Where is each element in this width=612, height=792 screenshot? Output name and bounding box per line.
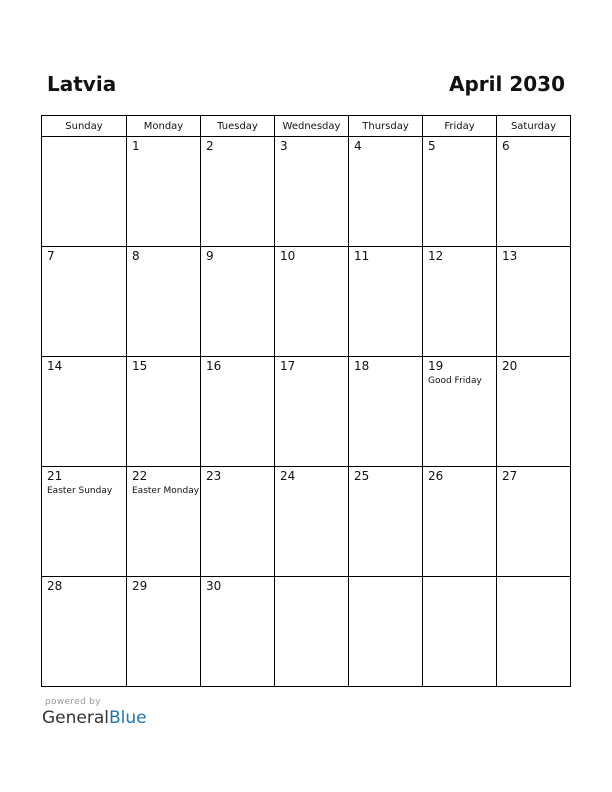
- day-number: 7: [47, 249, 55, 263]
- day-number: 15: [132, 359, 148, 373]
- day-number: 17: [280, 359, 296, 373]
- day-cell: [349, 137, 423, 247]
- day-cell: [127, 137, 201, 247]
- day-cell: [349, 467, 423, 577]
- day-cell: [42, 247, 127, 357]
- day-number: 30: [206, 579, 222, 593]
- day-number: 16: [206, 359, 222, 373]
- day-cell: [201, 137, 275, 247]
- day-number: 19: [428, 359, 444, 373]
- day-cell: [201, 467, 275, 577]
- day-number: 8: [132, 249, 140, 263]
- calendar-grid: [41, 115, 571, 687]
- day-number: 14: [47, 359, 63, 373]
- day-cell: [127, 467, 201, 577]
- empty-day-cell: [423, 577, 497, 687]
- brand-logo: [42, 708, 147, 728]
- empty-day-cell: [349, 577, 423, 687]
- day-cell: [275, 137, 349, 247]
- holiday-label: Good Friday: [428, 376, 482, 386]
- holiday-label: Easter Sunday: [47, 486, 113, 496]
- weekday-tuesday: Tuesday: [201, 116, 275, 137]
- empty-day-cell: [42, 137, 127, 247]
- day-number: 29: [132, 579, 148, 593]
- week-row: [42, 577, 571, 687]
- day-number: 6: [502, 139, 510, 153]
- weekday-sunday: Sunday: [42, 116, 127, 137]
- day-number: 12: [428, 249, 444, 263]
- day-cell: [42, 357, 127, 467]
- day-number: 28: [47, 579, 63, 593]
- day-cell: [497, 357, 571, 467]
- day-number: 13: [502, 249, 518, 263]
- day-cell: [127, 247, 201, 357]
- day-number: 4: [354, 139, 362, 153]
- day-cell: [423, 247, 497, 357]
- empty-day-cell: [275, 577, 349, 687]
- day-number: 26: [428, 469, 444, 483]
- weekday-header-row: [42, 116, 571, 137]
- day-cell: [42, 577, 127, 687]
- day-number: 11: [354, 249, 370, 263]
- day-number: 24: [280, 469, 296, 483]
- day-cell: [275, 247, 349, 357]
- holiday-label: Easter Monday: [132, 486, 200, 496]
- weekday-saturday: Saturday: [497, 116, 571, 137]
- day-number: 25: [354, 469, 370, 483]
- weekday-friday: Friday: [423, 116, 497, 137]
- day-cell: [423, 467, 497, 577]
- day-cell: [423, 357, 497, 467]
- day-cell: [275, 357, 349, 467]
- day-number: 21: [47, 469, 63, 483]
- day-number: 3: [280, 139, 288, 153]
- day-number: 22: [132, 469, 148, 483]
- day-number: 1: [132, 139, 140, 153]
- day-number: 20: [502, 359, 518, 373]
- day-number: 9: [206, 249, 214, 263]
- day-cell: [127, 577, 201, 687]
- day-cell: [201, 357, 275, 467]
- day-cell: [497, 247, 571, 357]
- day-cell: [423, 137, 497, 247]
- weekday-monday: Monday: [127, 116, 201, 137]
- day-number: 18: [354, 359, 370, 373]
- day-cell: [497, 137, 571, 247]
- day-cell: [42, 467, 127, 577]
- week-row: [42, 137, 571, 247]
- country-title: Latvia: [47, 72, 117, 96]
- month-year-title: April 2030: [449, 72, 565, 96]
- powered-by-text: powered by: [45, 697, 101, 707]
- empty-day-cell: [497, 577, 571, 687]
- day-cell: [275, 467, 349, 577]
- week-row: [42, 357, 571, 467]
- day-cell: [349, 247, 423, 357]
- brand-general: General: [42, 708, 109, 728]
- day-cell: [201, 247, 275, 357]
- day-number: 27: [502, 469, 518, 483]
- day-cell: [497, 467, 571, 577]
- day-number: 10: [280, 249, 296, 263]
- day-cell: [201, 577, 275, 687]
- day-number: 2: [206, 139, 214, 153]
- day-cell: [349, 357, 423, 467]
- day-cell: [127, 357, 201, 467]
- week-row: [42, 467, 571, 577]
- day-number: 23: [206, 469, 222, 483]
- week-row: [42, 247, 571, 357]
- weekday-thursday: Thursday: [349, 116, 423, 137]
- brand-blue: Blue: [109, 708, 147, 728]
- day-number: 5: [428, 139, 436, 153]
- weekday-wednesday: Wednesday: [275, 116, 349, 137]
